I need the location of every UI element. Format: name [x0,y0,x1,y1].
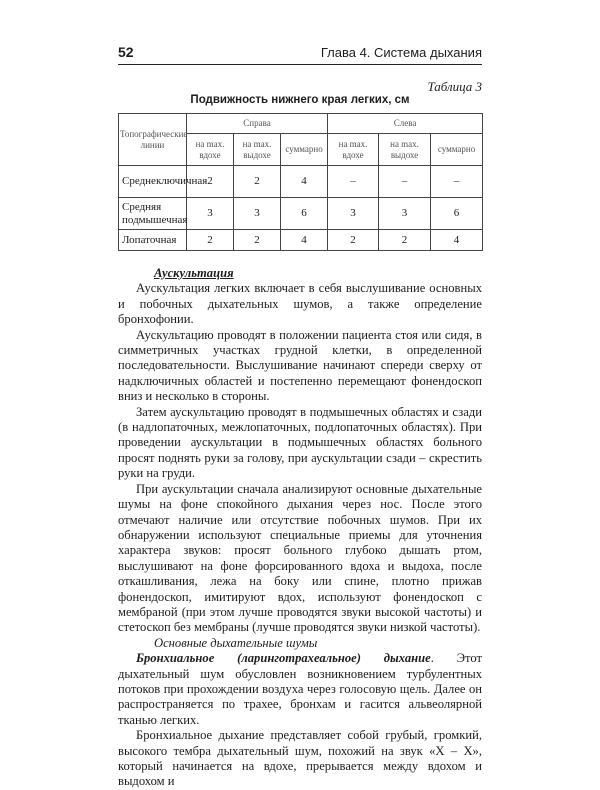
paragraph-text: . Этот дыхательный шум обусловлен возникновением турбулентных потоков при прохождении воздуха через голосовую щель. Далее он распространяется по трахее, бронхам и гасится альвеолярной тканью легких. [118,651,482,727]
table-row [119,166,483,198]
table-cell: 2 [234,166,281,198]
paragraph: Затем аускультацию проводят в подмышечных областях и сзади (в надлопаточных, межлопаточных, подлопаточных областях). При проведении аускультации в подмышечных областях больного просят поднять руки за голову, при аускультации сзади – скрестить руки на груди. [118,404,482,481]
term-bronchial-breathing: Бронхиальное (ларинготрахеальное) дыхание [136,651,431,666]
row-label: Средняя подмышечная [119,198,187,230]
header-right-side: Справа [187,114,328,134]
table-corner-header: Топографические линии [119,114,187,166]
subheader-left-total: суммарно [431,134,483,166]
table-cell: 4 [281,166,328,198]
subheader-left-inhale: на max. вдохе [328,134,379,166]
table-cell: – [379,166,431,198]
table-cell: 6 [431,198,483,230]
paragraph: Бронхиальное дыхание представляет собой грубый, громкий, высокого тембра дыхательный шум, похожий на звук «Х – Х», который начинается на вдохе, прерывается между вдохом и выдохом и [118,728,482,789]
table-cell: 2 [187,230,234,251]
body-text [118,266,482,790]
table-cell: 4 [281,230,328,251]
subheader-right-exhale: на max. выдохе [234,134,281,166]
table-cell: 2 [234,230,281,251]
header-rule [118,64,482,65]
row-label: Среднеключичная [119,166,187,198]
table-cell: 2 [379,230,431,251]
lung-mobility-table [118,113,483,251]
table-cell: 3 [187,198,234,230]
table-cell: – [431,166,483,198]
table-cell: 2 [187,166,234,198]
table-cell: 3 [234,198,281,230]
subheader-right-inhale: на max. вдохе [187,134,234,166]
table-cell: 6 [281,198,328,230]
table-cell: 4 [431,230,483,251]
paragraph [118,651,482,728]
table-cell: 2 [328,230,379,251]
row-label: Лопаточная [119,230,187,251]
table-cell: – [328,166,379,198]
table-cell: 3 [379,198,431,230]
subheader-right-total: суммарно [281,134,328,166]
paragraph: Аускультация легких включает в себя выслушивание основных и побочных дыхательных шумов, а также определение бронхофонии. [118,281,482,327]
paragraph: При аускультации сначала анализируют основные дыхательные шумы на фоне спокойного дыхания через нос. После этого отмечают наличие или отсутствие побочных шумов. При их обнаружении используют специальные приемы для уточнения характера звуков: просят больного глубоко дышать ртом, выслушивают на фоне форсированного вдоха и выдоха, после откашливания, лежа на боку или спине, плотно прижав фонендоскоп, имитируют вдох, используют фонендоскоп с мембраной (при этом лучше проводятся звуки высокой частоты) и стетоскоп без мембраны (лучше проводятся звуки низкой частоты). [118,481,482,635]
table-title: Подвижность нижнего края легких, см [190,94,410,106]
section-heading-breath-sounds: Основные дыхательные шумы [154,635,318,650]
table-row [119,230,483,251]
table-cell: 3 [328,198,379,230]
table-label: Таблица 3 [427,79,482,94]
table-row [119,198,483,230]
running-header [118,44,482,62]
page-number: 52 [118,44,134,60]
subheader-left-exhale: на max. выдохе [379,134,431,166]
chapter-title: Глава 4. Система дыхания [320,45,482,60]
section-heading-auscultation: Аускультация [154,266,234,280]
header-left-side: Слева [328,114,483,134]
paragraph: Аускультацию проводят в положении пациента стоя или сидя, в симметричных участках грудной клетки, в определенной последовательности. Выслушивание начинают спереди сверху от надключичных областей и постепенно перемещают фонендоскоп вниз и несколько в стороны. [118,327,482,404]
